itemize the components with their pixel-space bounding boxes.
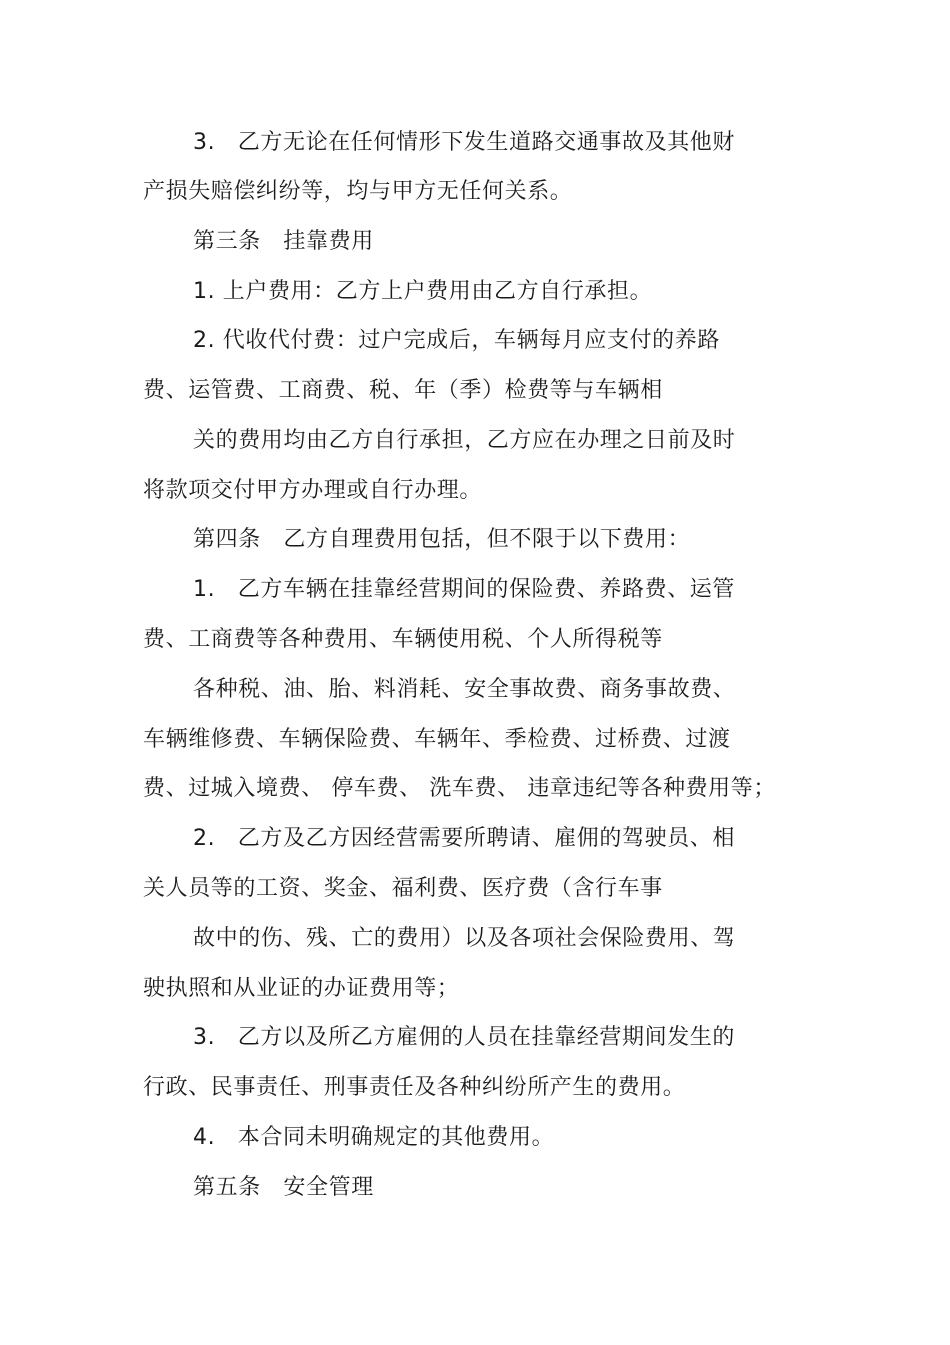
article-4-item-1-line-3: 各种税、油、胎、料消耗、安全事故费、商务事故费、 — [193, 677, 736, 702]
article-4-item-2-line-2: 关人员等的工资、奖金、福利费、医疗费（含行车事 — [143, 876, 663, 901]
article-4-item-3-line-1: 3. 乙方以及所乙方雇佣的人员在挂靠经营期间发生的 — [193, 1025, 735, 1050]
article-3-item-1: 1. 上户费用：乙方上户费用由乙方自行承担。 — [193, 279, 653, 304]
article-5-heading: 第五条 安全管理 — [193, 1175, 374, 1200]
article-4-item-2-line-4: 驶执照和从业证的办证费用等； — [143, 976, 460, 1001]
article-4-item-2-line-3: 故中的伤、残、亡的费用）以及各项社会保险费用、驾 — [193, 926, 736, 951]
article-4-item-1-line-1: 1. 乙方车辆在挂靠经营期间的保险费、养路费、运管 — [193, 577, 735, 602]
article-4-item-2-line-1: 2. 乙方及乙方因经营需要所聘请、雇佣的驾驶员、相 — [193, 826, 735, 851]
article-4-item-3-line-2: 行政、民事责任、刑事责任及各种纠纷所产生的费用。 — [143, 1075, 686, 1100]
article-4-item-1-line-5: 费、过城入境费、 停车费、 洗车费、 违章违纪等各种费用等； — [143, 776, 776, 801]
article-3-item-2-line-3: 关的费用均由乙方自行承担，乙方应在办理之日前及时 — [193, 428, 736, 453]
article-3-heading: 第三条 挂靠费用 — [193, 229, 374, 254]
article-4-item-1-line-2: 费、工商费等各种费用、车辆使用税、个人所得税等 — [143, 627, 663, 652]
article-3-item-2-line-4: 将款项交付甲方办理或自行办理。 — [143, 478, 483, 503]
article-4-item-4: 4. 本合同未明确规定的其他费用。 — [193, 1125, 555, 1150]
article-3-item-2-line-1: 2. 代收代付费：过户完成后，车辆每月应支付的养路 — [193, 328, 720, 353]
article-3-item-2-line-2: 费、运管费、工商费、税、年（季）检费等与车辆相 — [143, 378, 663, 403]
clause-2-item-3-line-2: 产损失赔偿纠纷等，均与甲方无任何关系。 — [143, 179, 573, 204]
article-4-heading: 第四条 乙方自理费用包括，但不限于以下费用： — [193, 527, 691, 552]
clause-2-item-3-line-1: 3. 乙方无论在任何情形下发生道路交通事故及其他财 — [193, 130, 735, 155]
article-4-item-1-line-4: 车辆维修费、车辆保险费、车辆年、季检费、过桥费、过渡 — [143, 727, 731, 752]
